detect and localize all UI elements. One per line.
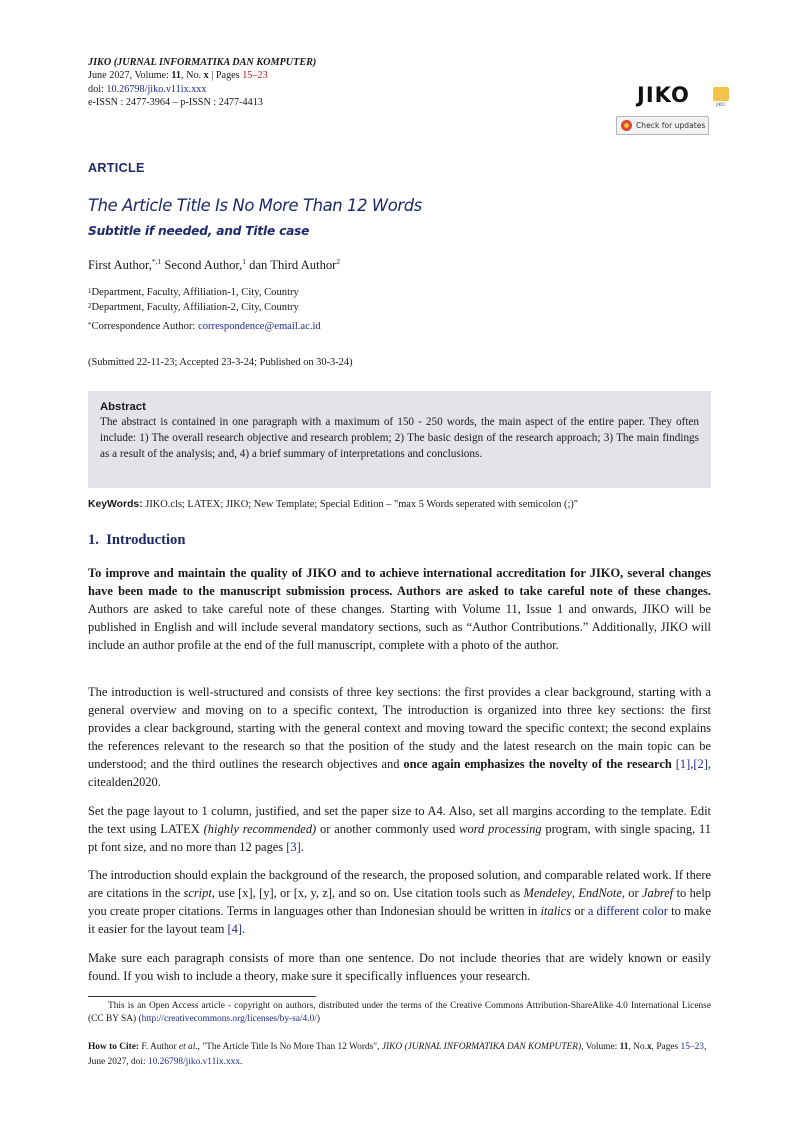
citation-link[interactable]: [4] — [227, 922, 243, 937]
affiliation-2: $^2$Department, Faculty, Affiliation-2, City, Country — [88, 302, 299, 313]
author-list: First Author,$^{*,1}$ Second Author,$^1$ dan Third Author$^2$ — [88, 257, 341, 272]
crossmark-icon — [621, 120, 632, 131]
citation-link[interactable]: [1] — [675, 757, 691, 772]
license-footnote: This is an Open Access article - copyright on authors, distributed under the terms of the Creative Commons Attribution-ShareAlike 4.0 International License (CC BY SA) (http://creativecommons.org/licenses/by-sa/4.0/) — [88, 1001, 711, 1025]
cite-doi-link[interactable]: 10.26798/jiko.v11ix.xxx — [147, 1056, 241, 1067]
affiliation-1: $^1$Department, Faculty, Affiliation-1, City, Country — [88, 287, 299, 298]
logo-subtext: JIKO — [716, 103, 725, 108]
check-for-updates-button[interactable] — [616, 116, 709, 135]
logo-text: JIKO — [637, 83, 690, 107]
citation-link[interactable]: [3] — [286, 840, 301, 855]
keywords-label: KeyWords: — [88, 499, 143, 510]
abstract-heading: Abstract — [100, 401, 146, 413]
doi-link[interactable]: 10.26798/jiko.v11ix.xxx — [106, 83, 207, 95]
abstract-body: The abstract is contained in one paragraph with a maximum of 150 - 250 words, the main aspect of the entire paper. They often include: 1) The overall research objective and research problem; 2) The basic design of the research approach; 3) The main findings as a result of the analysis; and, 4) a brief summary of interpretations and conclusions. — [100, 416, 699, 461]
footnote-rule — [88, 996, 316, 997]
citation-link[interactable]: [2] — [693, 757, 708, 772]
article-subtitle: Subtitle if needed, and Title case — [88, 224, 310, 238]
journal-header — [88, 56, 316, 109]
article-title: The Article Title Is No More Than 12 Words — [88, 196, 422, 215]
paragraph-3: Set the page layout to 1 column, justified, and set the paper size to A4. Also, set all margins according to the template. Edit the text using LATEX (highly recommended) or another commonly used word processing program, with single spacing, 11 pt font size, and no more than 12 pages [3]. — [88, 804, 712, 855]
article-type-label: ARTICLE — [88, 161, 145, 175]
latex-logo: LATEX — [160, 822, 200, 837]
correspondence-line: *Correspondence Author: correspondence@email.ac.id — [88, 321, 321, 332]
paragraph-1: To improve and maintain the quality of JIKO and to achieve international accreditation for JIKO, several changes have been made to the manuscript submission process. Authors are asked to take careful note of these changes. Authors are asked to take careful note of these changes. Starting with Volume 11, Issue 1 and onwards, JIKO will be published in English and will include several mandatory sections, such as “Author Contributions.” Additionally, JIKO will include an author profile at the end of the full manuscript, complete with a photo of the author. — [88, 566, 711, 653]
paragraph-5: Make sure each paragraph consists of more than one sentence. Do not include theories that are widely known or easily found. If you wish to include a theory, make sure it specifically influences your research. — [88, 951, 711, 984]
issn-line: e-ISSN : 2477-3964 – p-ISSN : 2477-4413 — [88, 96, 263, 108]
how-to-cite: How to Cite: F. Author et al., "The Article Title Is No More Than 12 Words", JIKO (JURNAL INFORMATIKA DAN KOMPUTER), Volume: 11, No.x, Pages 15–23, June 2027, doi: 10.26798/jiko.v11ix.xxx. — [88, 1042, 707, 1067]
abstract-box — [88, 391, 711, 488]
doi-line: doi: 10.26798/jiko.v11ix.xxx — [88, 83, 207, 95]
submission-dates: (Submitted 22-11-23; Accepted 23-3-24; Published on 30-3-24) — [88, 357, 353, 368]
correspondence-email-link[interactable]: correspondence@email.ac.id — [198, 321, 321, 332]
paragraph-2: The introduction is well-structured and consists of three key sections: the first provides a clear background, starting with a general overview and moving on to a specific context, The introduction is organized into three key sections: the first provides a clear background, starting with the general context and moving toward the specific context; the second explains the references relevant to the research so that the position of the study and the latest research on the main topic can be understood; and the third outlines the research objectives and once again emphasizes the novelty of the research [1],[2], citealden2020. — [88, 685, 712, 790]
section-heading-introduction: 1. Introduction — [88, 532, 186, 548]
license-link[interactable]: http://creativecommons.org/licenses/by-sa/4.0/ — [141, 1014, 317, 1025]
issue-line: June 2027, Volume: 11, No. x | Pages 15–23 — [88, 70, 268, 82]
check-for-updates-label: Check for updates — [636, 121, 706, 130]
logo-mark-icon — [713, 87, 729, 101]
jiko-logo — [637, 83, 732, 109]
keywords — [88, 499, 578, 510]
journal-name: JIKO (JURNAL INFORMATIKA DAN KOMPUTER) — [88, 57, 317, 68]
paragraph-4: The introduction should explain the background of the research, the proposed solution, and comparable related work. If there are citations in the script, use [x], [y], or [x, y, z], and so on. Use citation tools such as Mendeley, EndNote, or Jabref to help you create proper citations. Terms in languages other than Indonesian should be written in italics or a different color to make it easier for the layout team [4]. — [88, 868, 711, 937]
page-range: 15–23 — [242, 70, 268, 82]
keywords-text: JIKO.cls; LATEX; JIKO; New Template; Special Edition – "max 5 Words seperated with semicolon (;)" — [145, 499, 579, 510]
